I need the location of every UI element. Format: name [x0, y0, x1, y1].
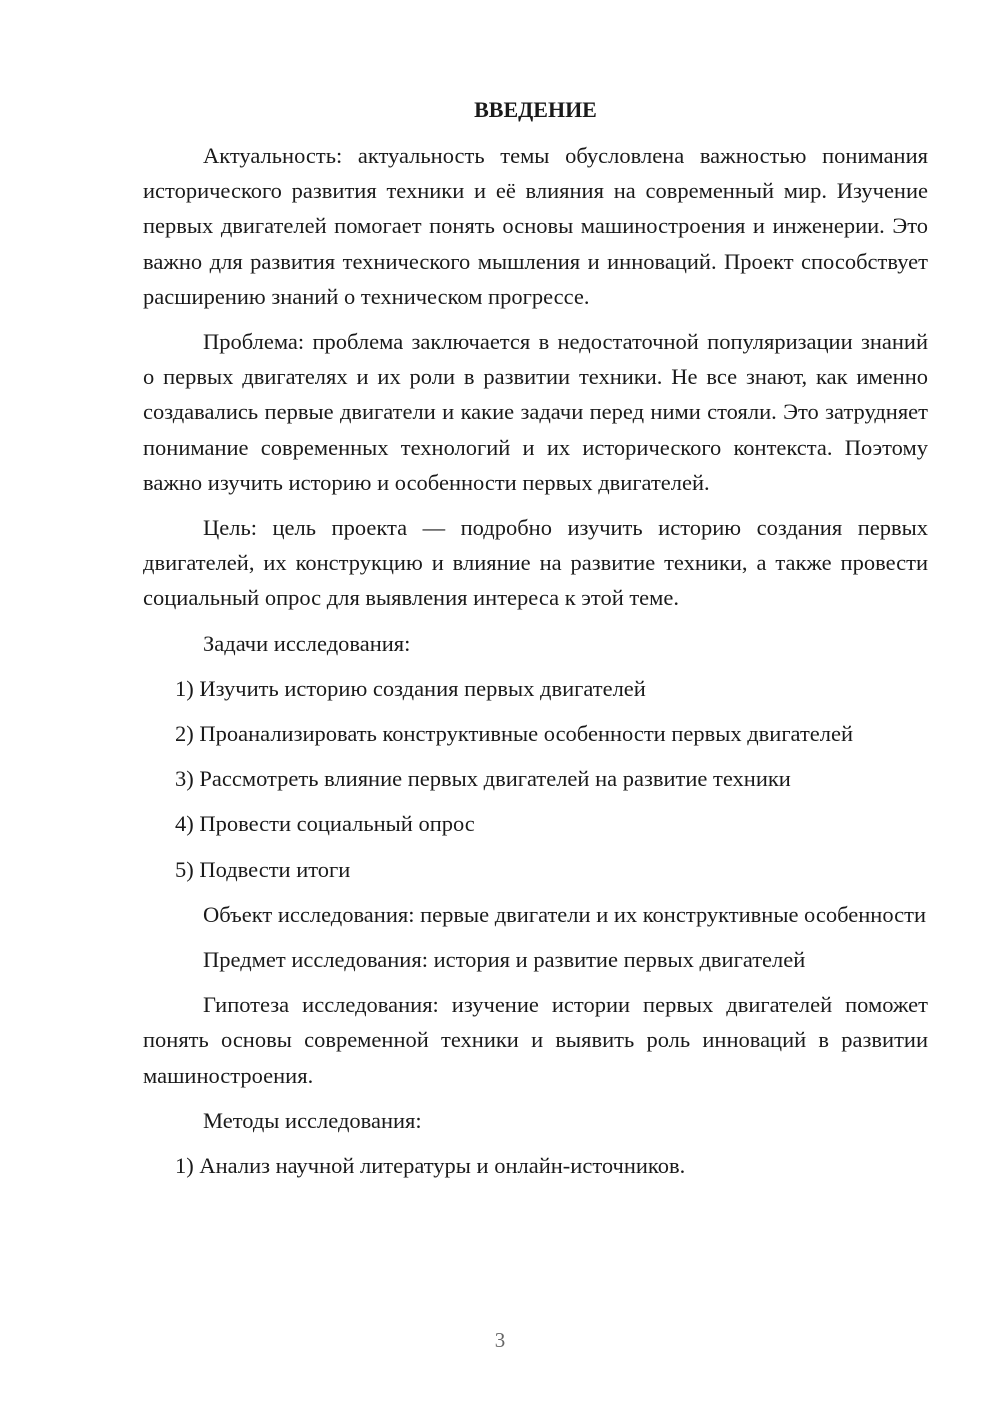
- tasks-list: [143, 671, 928, 887]
- list-item: 3) Рассмотреть влияние первых двигателей на развитие техники: [175, 766, 791, 792]
- methods-heading: Методы исследования:: [203, 1107, 422, 1133]
- tasks-heading: Задачи исследования:: [203, 630, 411, 656]
- list-item: 1) Изучить историю создания первых двигателей: [175, 675, 646, 701]
- list-item: 4) Провести социальный опрос: [175, 811, 475, 837]
- methods-list: [143, 1148, 928, 1183]
- list-item: 2) Проанализировать конструктивные особенности первых двигателей: [175, 721, 854, 747]
- paragraph-goal: Цель: цель проекта — подробно изучить историю создания первых двигателей, их конструкцию и влияние на развитие техники, а также провести социальный опрос для выявления интереса к этой теме.: [143, 515, 928, 611]
- page-title: ВВЕДЕНИЕ: [474, 97, 597, 122]
- paragraph-object: Объект исследования: первые двигатели и их конструктивные особенности: [203, 901, 926, 927]
- paragraph-problem: Проблема: проблема заключается в недостаточной популяризации знаний о первых двигателях и их роли в развитии техники. Не все знают, как именно создавались первые двигатели и какие задачи перед ними стояли. Это затрудняет понимание современных технологий и их исторического контекста. Поэтому важно изучить историю и особенности первых двигателей.: [143, 329, 928, 495]
- paragraph-hypothesis: Гипотеза исследования: изучение истории первых двигателей поможет понять основы современной техники и выявить роль инноваций в развитии машиностроения.: [143, 992, 928, 1088]
- document-page: [143, 94, 928, 1193]
- paragraph-subject: Предмет исследования: история и развитие первых двигателей: [203, 947, 806, 973]
- page-number: 3: [494, 1328, 506, 1352]
- paragraph-relevance: Актуальность: актуальность темы обусловлена важностью понимания исторического развития техники и её влияния на современный мир. Изучение первых двигателей помогает понять основы машиностроения и инженерии. Это важно для развития технического мышления и инноваций. Проект способствует расширению знаний о техническом прогрессе.: [143, 143, 928, 309]
- list-item: 1) Анализ научной литературы и онлайн-источников.: [175, 1153, 686, 1179]
- list-item: 5) Подвести итоги: [175, 856, 351, 882]
